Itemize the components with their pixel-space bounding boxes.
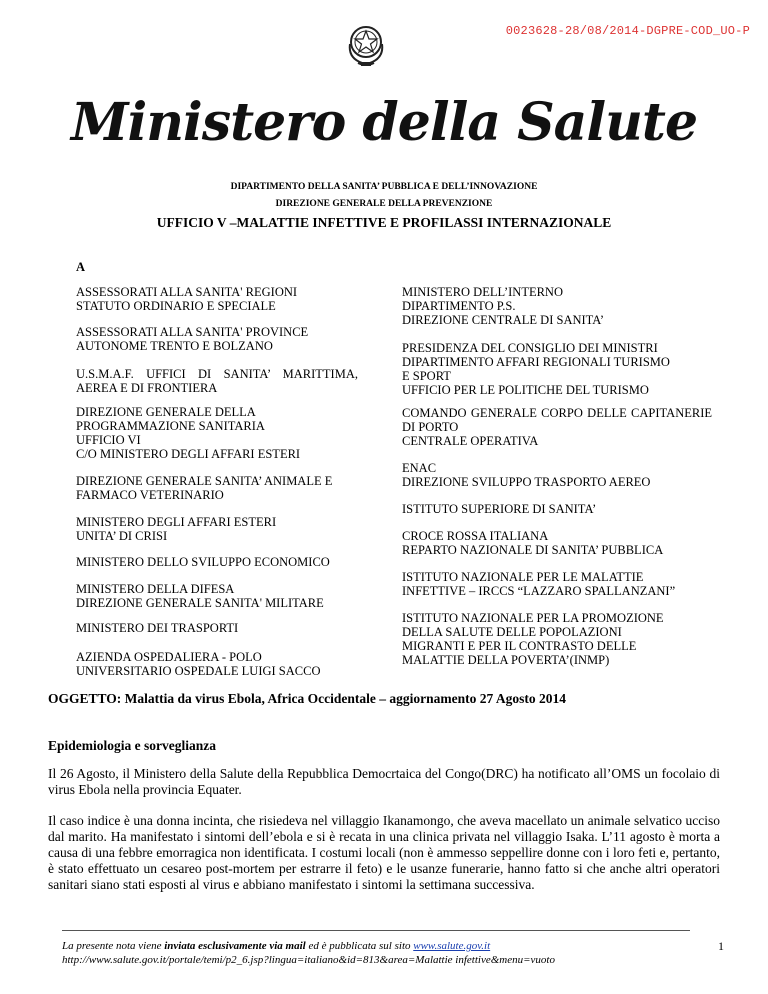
footer-text: La presente nota viene [62, 940, 165, 952]
recipient-address: DIREZIONE GENERALE DELLA PROGRAMMAZIONE SANITARIA UFFICIO VI C/O MINISTERO DEGLI AFFARI ESTERI [76, 405, 301, 461]
department-heading: DIPARTIMENTO DELLA SANITA’ PUBBLICA E DELL’INNOVAZIONE [230, 182, 538, 192]
recipient-address: MINISTERO DEI TRASPORTI [76, 621, 239, 635]
section-title: Epidemiologia e sorveglianza [48, 738, 216, 753]
subject-line: OGGETTO: Malattia da virus Ebola, Africa Occidentale – aggiornamento 27 Agosto 2014 [48, 691, 566, 706]
body-paragraph: Il caso indice è una donna incinta, che risiedeva nel villaggio Ikanamongo, che aveva macellato un animale selvatico ucciso dal marito. Ha manifestato i sintomi dell’ebola e si è recata in una clinica privata nel villaggio Isaka. L’11 agosto è morta a causa di una febbre emorragica non identificata. I costumi locali (non è ammesso seppellire donne con i loro feti e, pertanto, è stato effettuato un cesareo post-mortem per estrarre il feto) e le usanze funerarie, hanno fatto si che anche altri operatori sanitari siano stati esposti al virus e abbiano manifestato i sintomi la settimana successiva. [48, 813, 720, 892]
recipient-address: MINISTERO DEGLI AFFARI ESTERI UNITA’ DI CRISI [76, 515, 277, 543]
recipient-address: DIREZIONE GENERALE SANITA’ ANIMALE E FARMACO VETERINARIO [76, 474, 333, 502]
recipient-address: MINISTERO DELLO SVILUPPO ECONOMICO [76, 555, 330, 569]
recipient-address: ISTITUTO NAZIONALE PER LA PROMOZIONE DELLA SALUTE DELLE POPOLAZIONI MIGRANTI E PER IL CONTRASTO DELLE MALATTIE DELLA POVERTA’(INMP) [402, 611, 664, 667]
footer-url: http://www.salute.gov.it/portale/temi/p2_6.jsp?lingua=italiano&id=813&area=Malattie infettive&menu=vuoto [62, 954, 555, 966]
recipient-address: ISTITUTO NAZIONALE PER LE MALATTIE INFETTIVE – IRCCS “LAZZARO SPALLANZANI” [402, 570, 676, 598]
recipient-address: ISTITUTO SUPERIORE DI SANITA’ [402, 502, 597, 516]
protocol-stamp: 0023628-28/08/2014-DGPRE-COD_UO-P [505, 24, 750, 38]
page-number: 1 [718, 939, 724, 953]
footer-note [62, 939, 555, 967]
website-link[interactable]: www.salute.gov.it [413, 940, 491, 952]
footer-divider [62, 930, 690, 931]
office-heading: UFFICIO V –MALATTIE INFETTIVE E PROFILASSI INTERNAZIONALE [156, 215, 612, 230]
recipients-label: A [76, 260, 86, 274]
recipient-address: COMANDO GENERALE CORPO DELLE CAPITANERIE DI PORTO CENTRALE OPERATIVA [402, 406, 712, 448]
footer-text: ed è pubblicata sul sito [305, 940, 414, 952]
ministry-title: Ministero della Salute [70, 92, 698, 153]
recipient-address: PRESIDENZA DEL CONSIGLIO DEI MINISTRI DIPARTIMENTO AFFARI REGIONALI TURISMO E SPORT UFFICIO PER LE POLITICHE DEL TURISMO [402, 341, 670, 397]
body-paragraph: Il 26 Agosto, il Ministero della Salute della Repubblica Democrtaica del Congo(DRC) ha notificato all’OMS un focolaio di virus Ebola nella provincia Equater. [48, 766, 720, 797]
footer-emphasis: inviata esclusivamente via mail [164, 940, 306, 952]
recipient-address: AZIENDA OSPEDALIERA - POLO UNIVERSITARIO OSPEDALE LUIGI SACCO [76, 650, 321, 678]
recipient-address: MINISTERO DELL’INTERNO DIPARTIMENTO P.S. DIREZIONE CENTRALE DI SANITA’ [402, 285, 605, 327]
recipient-address: ENAC DIREZIONE SVILUPPO TRASPORTO AEREO [402, 461, 651, 489]
republic-emblem-icon [344, 22, 388, 68]
recipient-address: ASSESSORATI ALLA SANITA' PROVINCE AUTONOME TRENTO E BOLZANO [76, 325, 309, 353]
direction-heading: DIREZIONE GENERALE DELLA PREVENZIONE [275, 199, 493, 209]
recipient-address: CROCE ROSSA ITALIANA REPARTO NAZIONALE DI SANITA’ PUBBLICA [402, 529, 664, 557]
recipient-address: U.S.M.A.F. UFFICI DI SANITA’ MARITTIMA, AEREA E DI FRONTIERA [76, 367, 358, 395]
recipient-address: MINISTERO DELLA DIFESA DIREZIONE GENERALE SANITA' MILITARE [76, 582, 324, 610]
recipient-address: ASSESSORATI ALLA SANITA' REGIONI STATUTO ORDINARIO E SPECIALE [76, 285, 298, 313]
